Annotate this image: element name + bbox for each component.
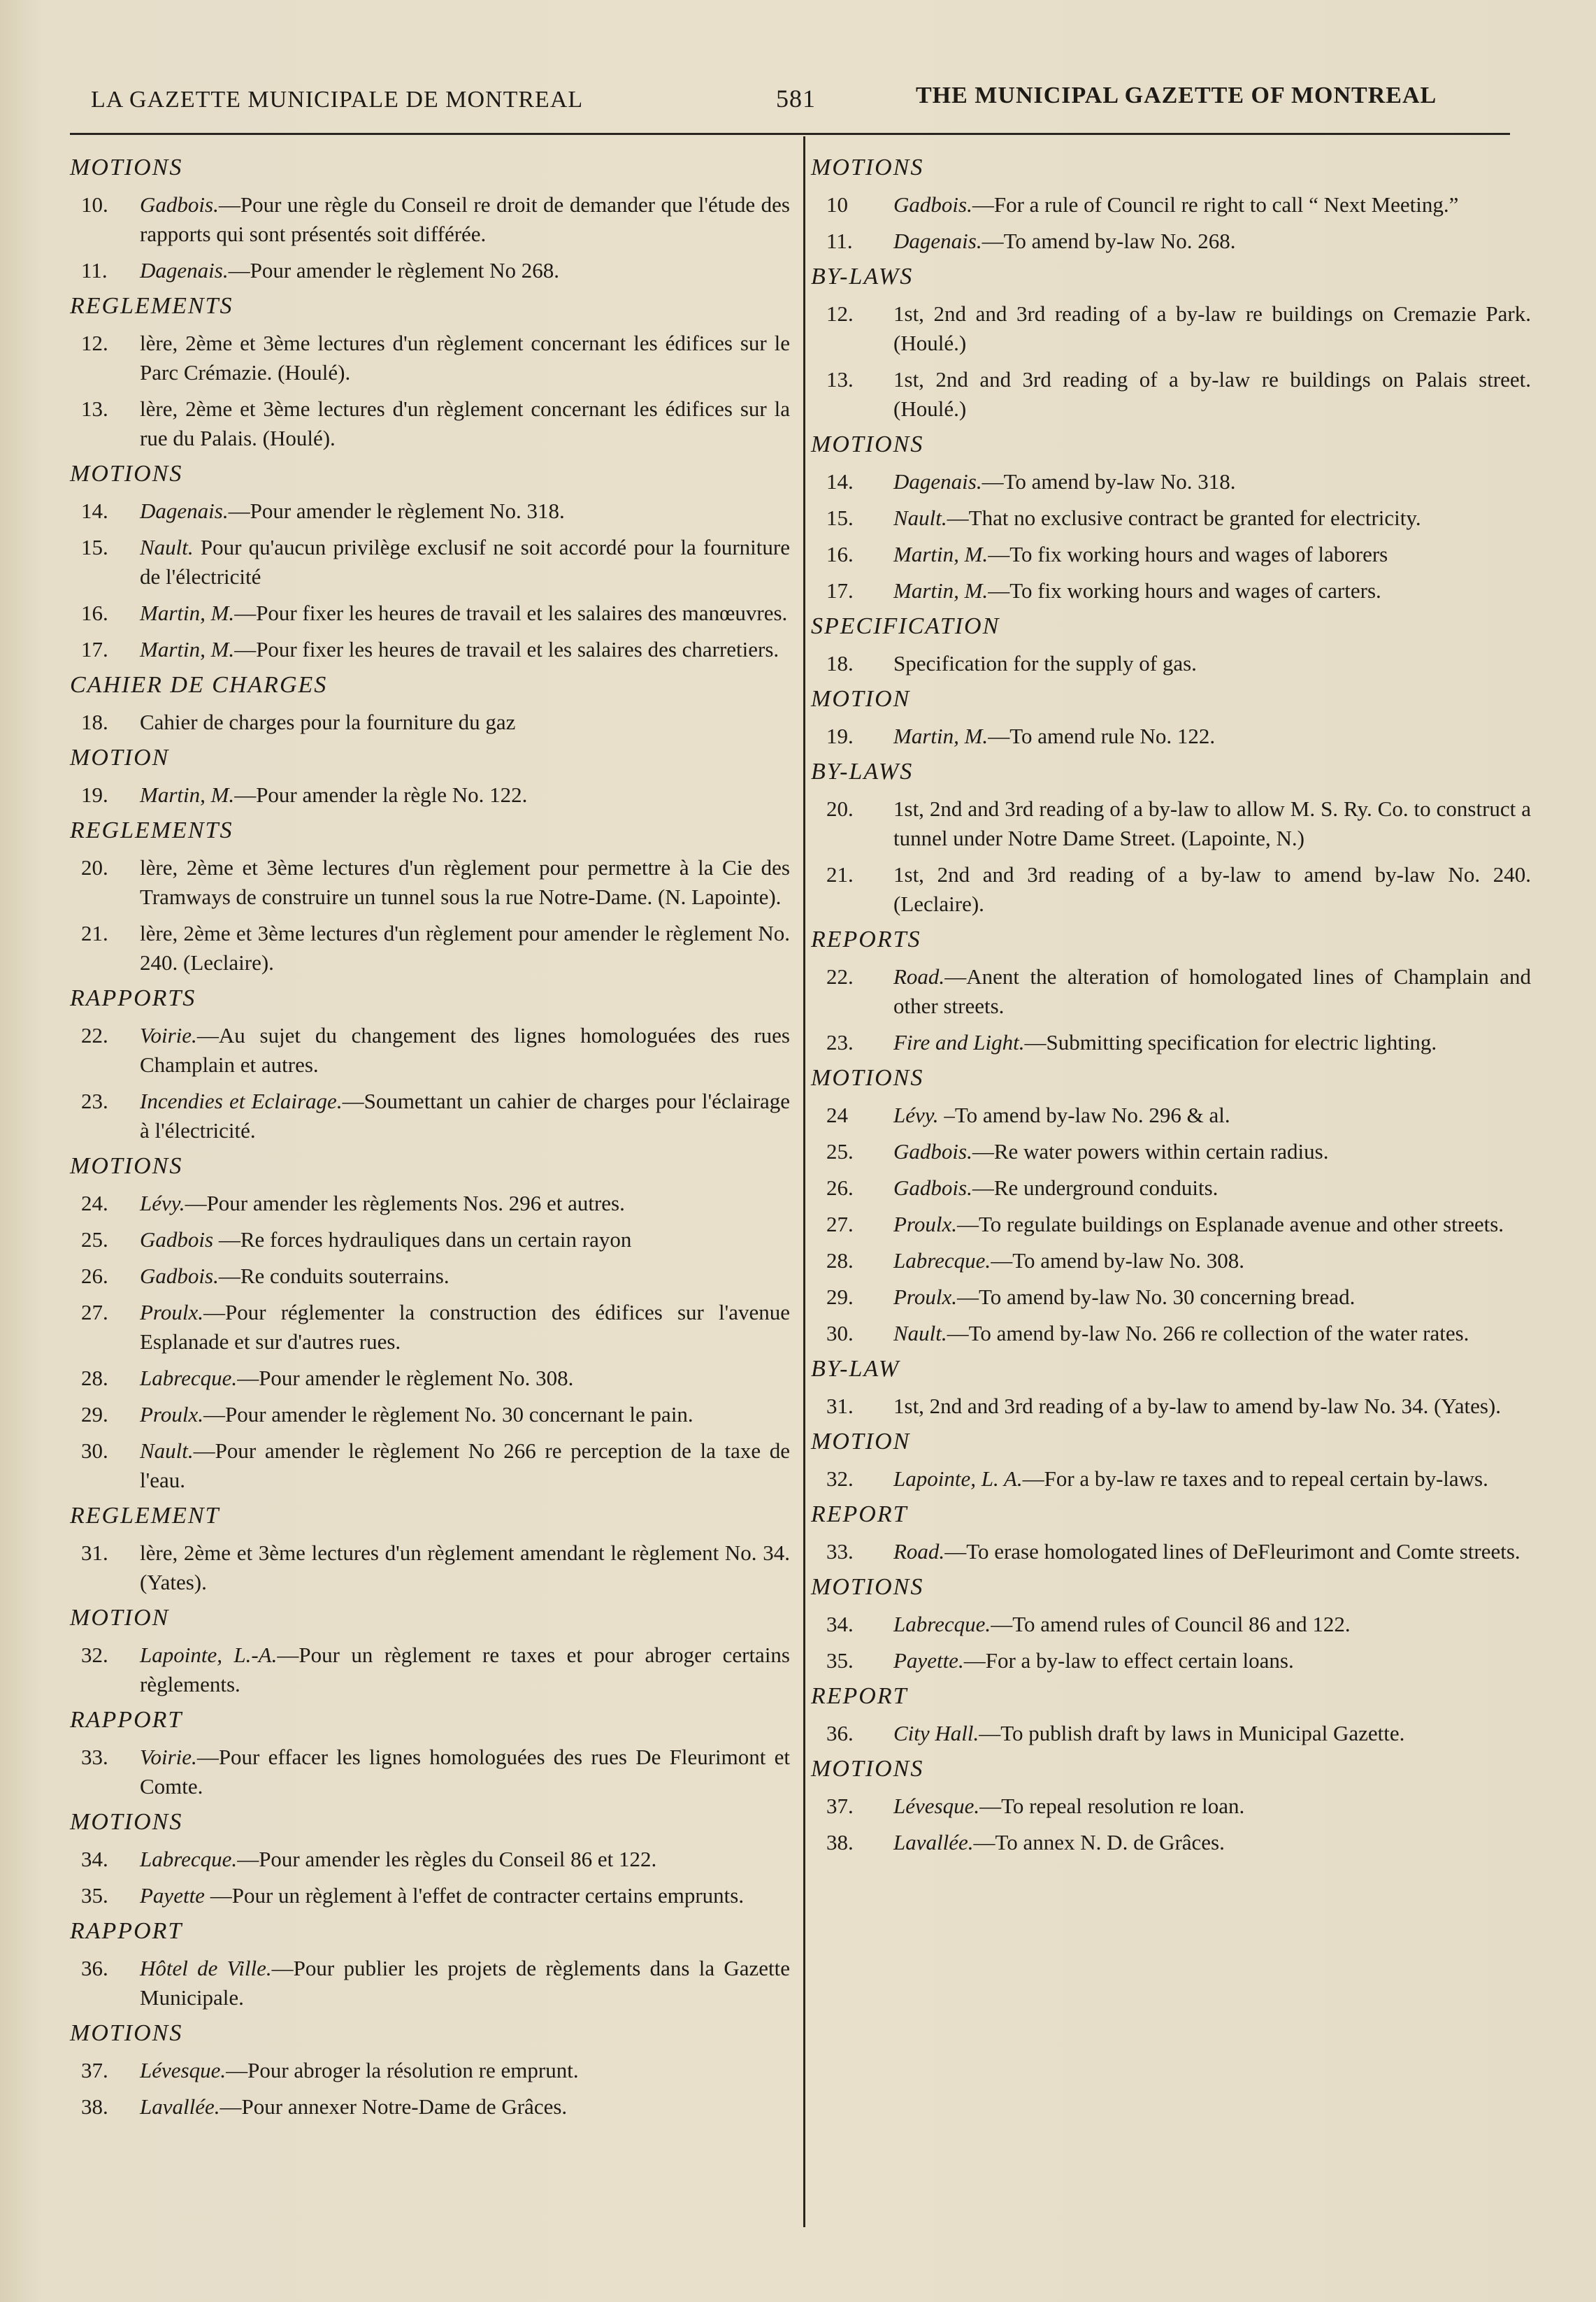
- agenda-item: [70, 256, 790, 285]
- item-mover: Lavallée.: [140, 2094, 220, 2119]
- item-number: 18.: [826, 651, 854, 675]
- item-mover: Road.: [893, 964, 945, 989]
- section-heading: CAHIER DE CHARGES: [70, 672, 328, 698]
- agenda-item: [70, 329, 790, 387]
- item-text: —Pour amender le règlement No 268.: [228, 258, 560, 283]
- item-number: 15.: [81, 535, 108, 559]
- item-number: 21.: [826, 862, 854, 887]
- item-number: 29.: [826, 1285, 854, 1309]
- section-heading: REGLEMENT: [70, 1503, 220, 1529]
- item-number: 17.: [81, 637, 108, 662]
- item-mover: Nault.: [140, 1438, 194, 1463]
- page-header: [91, 78, 1503, 127]
- item-text: —Pour une règle du Conseil re droit de demander que l'étude des rapports qui sont présentés soit différée.: [140, 192, 790, 246]
- item-number: 25.: [826, 1139, 854, 1164]
- item-text: —For a by-law re taxes and to repeal certain by-laws.: [1022, 1466, 1488, 1491]
- item-text: —To amend by-law No. 318.: [982, 469, 1236, 494]
- agenda-item: [70, 1743, 790, 1801]
- agenda-item: [811, 649, 1531, 678]
- item-text: —Pour annexer Notre-Dame de Grâces.: [220, 2094, 568, 2119]
- agenda-item: [811, 1392, 1531, 1421]
- agenda-item: [811, 722, 1531, 751]
- item-number: 11.: [81, 258, 108, 283]
- item-number: 27.: [81, 1300, 108, 1324]
- agenda-item: [811, 1792, 1531, 1821]
- english-column: [811, 147, 1531, 1864]
- section-heading: MOTIONS: [811, 155, 924, 180]
- item-text: —Pour amender la règle No. 122.: [234, 782, 528, 807]
- item-mover: Lévy.: [140, 1191, 185, 1215]
- item-number: 20.: [826, 796, 854, 821]
- item-text: 1st, 2nd and 3rd reading of a by-law re buildings on Palais street. (Houlé.): [893, 367, 1531, 421]
- item-mover: Payette.: [893, 1648, 964, 1673]
- header-french-title: LA GAZETTE MUNICIPALE DE MONTREAL: [91, 87, 584, 113]
- section-heading: MOTION: [70, 1605, 170, 1631]
- item-text: lère, 2ème et 3ème lectures d'un règlement amendant le règlement No. 34. (Yates).: [140, 1540, 790, 1594]
- item-mover: Hôtel de Ville.: [140, 1956, 272, 1980]
- item-number: 30.: [826, 1321, 854, 1345]
- agenda-item: [811, 1464, 1531, 1494]
- section-heading: MOTIONS: [811, 431, 924, 457]
- item-number: 13.: [81, 396, 108, 421]
- agenda-item: [70, 1400, 790, 1429]
- item-number: 33.: [826, 1539, 854, 1564]
- agenda-item: [70, 635, 790, 664]
- item-mover: Lapointe, L.-A.: [140, 1643, 278, 1667]
- agenda-item: [811, 503, 1531, 533]
- item-mover: Gadbois: [140, 1227, 214, 1252]
- item-number: 26.: [826, 1175, 854, 1200]
- item-mover: Proulx.: [893, 1285, 957, 1309]
- agenda-item: [811, 576, 1531, 606]
- agenda-item: [70, 1364, 790, 1393]
- agenda-item: [811, 190, 1531, 220]
- item-text: —To publish draft by laws in Municipal Gazette.: [979, 1721, 1405, 1745]
- item-number: 16.: [81, 601, 108, 625]
- item-text: lère, 2ème et 3ème lectures d'un règlement pour amender le règlement No. 240. (Leclaire).: [140, 921, 790, 975]
- section-heading: MOTIONS: [70, 1153, 183, 1179]
- item-number: 11.: [826, 229, 853, 253]
- item-mover: Lavallée.: [893, 1830, 974, 1854]
- item-number: 30.: [81, 1438, 108, 1463]
- item-mover: Martin, M.: [893, 578, 988, 603]
- item-text: —Re water powers within certain radius.: [972, 1139, 1329, 1164]
- agenda-item: [811, 860, 1531, 919]
- agenda-item: [70, 1021, 790, 1080]
- item-mover: Lévesque.: [893, 1794, 980, 1818]
- page-number: 581: [776, 85, 816, 113]
- item-number: 10.: [81, 192, 108, 217]
- agenda-item: [811, 1719, 1531, 1748]
- section-heading: MOTIONS: [811, 1065, 924, 1091]
- agenda-item: [811, 540, 1531, 569]
- item-text: —Pour amender les règles du Conseil 86 et 122.: [237, 1847, 657, 1871]
- agenda-item: [70, 853, 790, 912]
- agenda-item: [811, 299, 1531, 358]
- item-mover: Martin, M.: [893, 724, 988, 748]
- section-heading: MOTION: [811, 1429, 911, 1454]
- item-number: 12.: [826, 301, 854, 326]
- item-number: 33.: [81, 1745, 108, 1769]
- item-mover: Incendies et Eclairage.: [140, 1089, 343, 1113]
- item-text: 1st, 2nd and 3rd reading of a by-law re buildings on Cremazie Park. (Houlé.): [893, 301, 1531, 355]
- item-number: 32.: [826, 1466, 854, 1491]
- item-number: 32.: [81, 1643, 108, 1667]
- column-divider: [803, 136, 805, 2227]
- item-text: —Pour effacer les lignes homologuées des rues De Fleurimont et Comte.: [140, 1745, 790, 1799]
- section-heading: MOTIONS: [70, 1809, 183, 1835]
- item-text: lère, 2ème et 3ème lectures d'un règlement concernant les édifices sur la rue du Palais. (Houlé).: [140, 396, 790, 450]
- item-number: 23.: [826, 1030, 854, 1055]
- item-text: —Pour abroger la résolution re emprunt.: [226, 2058, 579, 2082]
- agenda-item: [70, 1954, 790, 2013]
- item-text: Pour qu'aucun privilège exclusif ne soit accordé pour la fourniture de l'électricité: [140, 535, 790, 589]
- item-mover: Labrecque.: [140, 1847, 238, 1871]
- agenda-item: [70, 708, 790, 737]
- item-text: —Re underground conduits.: [972, 1175, 1218, 1200]
- item-text: —To amend by-law No. 266 re collection of the water rates.: [947, 1321, 1469, 1345]
- agenda-item: [70, 1298, 790, 1357]
- agenda-item: [811, 1537, 1531, 1566]
- agenda-item: [811, 1137, 1531, 1166]
- item-mover: Gadbois.: [140, 192, 219, 217]
- agenda-item: [811, 227, 1531, 256]
- section-heading: BY-LAW: [811, 1356, 900, 1382]
- agenda-item: [811, 1028, 1531, 1057]
- item-number: 19.: [826, 724, 854, 748]
- item-number: 31.: [81, 1540, 108, 1565]
- agenda-item: [70, 1538, 790, 1597]
- item-number: 14.: [81, 499, 108, 523]
- item-mover: Nault.: [893, 506, 947, 530]
- item-mover: Martin, M.: [893, 542, 988, 566]
- item-text: —To amend by-law No. 308.: [991, 1248, 1245, 1273]
- item-number: 18.: [81, 710, 108, 734]
- agenda-item: [811, 1210, 1531, 1239]
- item-number: 14.: [826, 469, 854, 494]
- agenda-item: [70, 1261, 790, 1291]
- agenda-item: [811, 1101, 1531, 1130]
- agenda-item: [70, 1881, 790, 1910]
- item-text: —Pour un règlement re taxes et pour abroger certains règlements.: [140, 1643, 790, 1696]
- agenda-item: [70, 1189, 790, 1218]
- agenda-item: [811, 1173, 1531, 1203]
- section-heading: BY-LAWS: [811, 264, 914, 289]
- item-text: —Pour un règlement à l'effet de contracter certains emprunts.: [204, 1883, 745, 1908]
- section-heading: REPORT: [811, 1501, 908, 1527]
- item-mover: Nault.: [140, 535, 194, 559]
- item-text: —To fix working hours and wages of carters.: [988, 578, 1381, 603]
- section-heading: REPORT: [811, 1683, 908, 1709]
- item-number: 16.: [826, 542, 854, 566]
- item-text: —That no exclusive contract be granted for electricity.: [947, 506, 1421, 530]
- item-number: 19.: [81, 782, 108, 807]
- item-text: —For a by-law to effect certain loans.: [963, 1648, 1294, 1673]
- item-number: 24: [826, 1103, 848, 1127]
- item-mover: Road.: [893, 1539, 945, 1564]
- item-mover: Proulx.: [893, 1212, 957, 1236]
- item-number: 35.: [826, 1648, 854, 1673]
- agenda-item: [70, 1640, 790, 1699]
- item-text: —Pour amender les règlements Nos. 296 et autres.: [185, 1191, 625, 1215]
- item-number: 38.: [81, 2094, 108, 2119]
- item-text: —To repeal resolution re loan.: [979, 1794, 1245, 1818]
- item-mover: Gadbois.: [140, 1264, 219, 1288]
- item-number: 31.: [826, 1394, 854, 1418]
- section-heading: MOTIONS: [70, 155, 183, 180]
- item-number: 22.: [81, 1023, 108, 1048]
- item-number: 26.: [81, 1264, 108, 1288]
- section-heading: RAPPORT: [70, 1918, 183, 1944]
- agenda-item: [811, 1646, 1531, 1675]
- item-text: —To amend by-law No. 30 concerning bread.: [956, 1285, 1356, 1309]
- item-text: —Pour publier les projets de règlements dans la Gazette Municipale.: [140, 1956, 790, 2010]
- item-mover: Lévesque.: [140, 2058, 227, 2082]
- agenda-item: [811, 1282, 1531, 1312]
- section-heading: MOTIONS: [811, 1756, 924, 1782]
- item-mover: Proulx.: [140, 1300, 203, 1324]
- item-text: —Pour amender le règlement No. 30 concernant le pain.: [203, 1402, 693, 1427]
- item-mover: Lapointe, L. A.: [893, 1466, 1023, 1491]
- item-text: —Pour fixer les heures de travail et les salaires des manœuvres.: [234, 601, 788, 625]
- item-mover: Gadbois.: [893, 1139, 972, 1164]
- agenda-item: [811, 1828, 1531, 1857]
- item-mover: City Hall.: [893, 1721, 979, 1745]
- agenda-item: [70, 780, 790, 810]
- item-number: 13.: [826, 367, 854, 392]
- item-text: —To amend by-law No. 268.: [982, 229, 1236, 253]
- item-number: 20.: [81, 855, 108, 880]
- agenda-item: [70, 919, 790, 978]
- item-number: 34.: [826, 1612, 854, 1636]
- agenda-item: [811, 794, 1531, 853]
- item-mover: Dagenais.: [893, 469, 982, 494]
- french-column: [70, 147, 790, 2129]
- item-number: 10: [826, 192, 848, 217]
- section-heading: SPECIFICATION: [811, 613, 1000, 639]
- item-number: 17.: [826, 578, 854, 603]
- item-text: —Soumettant un cahier de charges pour l'éclairage à l'électricité.: [140, 1089, 790, 1143]
- agenda-item: [70, 1087, 790, 1145]
- item-mover: Voirie.: [140, 1745, 197, 1769]
- item-text: —To amend rules of Council 86 and 122.: [991, 1612, 1351, 1636]
- item-text: 1st, 2nd and 3rd reading of a by-law to amend by-law No. 240. (Leclaire).: [893, 862, 1531, 916]
- item-text: —Re conduits souterrains.: [218, 1264, 450, 1288]
- item-text: lère, 2ème et 3ème lectures d'un règlement pour permettre à la Cie des Tramways de construire un tunnel sous la rue Notre-Dame. (N. Lapointe).: [140, 855, 790, 909]
- item-number: 27.: [826, 1212, 854, 1236]
- agenda-item: [70, 599, 790, 628]
- item-text: —Pour amender le règlement No. 308.: [237, 1366, 574, 1390]
- agenda-item: [811, 365, 1531, 424]
- section-heading: MOTIONS: [811, 1574, 924, 1600]
- item-number: 34.: [81, 1847, 108, 1871]
- item-number: 28.: [826, 1248, 854, 1273]
- header-rule: [70, 133, 1510, 135]
- item-text: —Pour fixer les heures de travail et les salaires des charretiers.: [234, 637, 779, 662]
- item-mover: Proulx.: [140, 1402, 203, 1427]
- agenda-item: [811, 1246, 1531, 1275]
- section-heading: RAPPORT: [70, 1707, 183, 1733]
- item-text: —To fix working hours and wages of laborers: [988, 542, 1388, 566]
- item-text: —To regulate buildings on Esplanade avenue and other streets.: [956, 1212, 1504, 1236]
- item-text: —Au sujet du changement des lignes homologuées des rues Champlain et autres.: [140, 1023, 790, 1077]
- item-number: 37.: [826, 1794, 854, 1818]
- item-text: —To annex N. D. de Grâces.: [973, 1830, 1225, 1854]
- section-heading: MOTIONS: [70, 461, 183, 487]
- section-heading: BY-LAWS: [811, 759, 914, 785]
- item-mover: Martin, M.: [140, 782, 235, 807]
- item-text: lère, 2ème et 3ème lectures d'un règlement concernant les édifices sur le Parc Crémazie. (Houlé).: [140, 331, 790, 385]
- item-text: —Pour amender le règlement No. 318.: [228, 499, 565, 523]
- item-text: —To amend rule No. 122.: [988, 724, 1216, 748]
- item-mover: Martin, M.: [140, 601, 235, 625]
- item-text: —Re forces hydrauliques dans un certain rayon: [213, 1227, 632, 1252]
- item-mover: Gadbois.: [893, 192, 972, 217]
- item-mover: Fire and Light.: [893, 1030, 1025, 1055]
- item-mover: Dagenais.: [893, 229, 982, 253]
- item-text: —Anent the alteration of homologated lines of Champlain and other streets.: [893, 964, 1531, 1018]
- agenda-item: [811, 467, 1531, 496]
- item-number: 35.: [81, 1883, 108, 1908]
- section-heading: RAPPORTS: [70, 985, 196, 1011]
- item-text: 1st, 2nd and 3rd reading of a by-law to allow M. S. Ry. Co. to construct a tunnel under Notre Dame Street. (Lapointe, N.): [893, 796, 1531, 850]
- item-number: 22.: [826, 964, 854, 989]
- item-number: 38.: [826, 1830, 854, 1854]
- item-number: 25.: [81, 1227, 108, 1252]
- item-text: —To erase homologated lines of DeFleurimont and Comte streets.: [944, 1539, 1520, 1564]
- item-number: 36.: [826, 1721, 854, 1745]
- section-heading: REGLEMENTS: [70, 293, 233, 319]
- agenda-item: [70, 190, 790, 249]
- item-number: 36.: [81, 1956, 108, 1980]
- section-heading: MOTION: [811, 686, 911, 712]
- agenda-item: [70, 394, 790, 453]
- agenda-item: [70, 2056, 790, 2085]
- item-number: 23.: [81, 1089, 108, 1113]
- section-heading: MOTIONS: [70, 2020, 183, 2046]
- item-text: —Pour réglementer la construction des édifices sur l'avenue Esplanade et sur d'autres rues.: [140, 1300, 790, 1354]
- item-mover: Labrecque.: [893, 1612, 991, 1636]
- section-heading: REPORTS: [811, 927, 921, 952]
- item-mover: Martin, M.: [140, 637, 235, 662]
- agenda-item: [70, 533, 790, 592]
- item-text: —For a rule of Council re right to call “ Next Meeting.”: [972, 192, 1459, 217]
- item-number: 12.: [81, 331, 108, 355]
- item-mover: Labrecque.: [893, 1248, 991, 1273]
- agenda-item: [811, 1610, 1531, 1639]
- section-heading: REGLEMENTS: [70, 817, 233, 843]
- section-heading: MOTION: [70, 745, 170, 771]
- item-mover: Gadbois.: [893, 1175, 972, 1200]
- agenda-item: [70, 2092, 790, 2122]
- agenda-item: [70, 1225, 790, 1254]
- item-mover: Nault.: [893, 1321, 947, 1345]
- item-number: 29.: [81, 1402, 108, 1427]
- item-number: 15.: [826, 506, 854, 530]
- item-number: 24.: [81, 1191, 108, 1215]
- header-english-title: THE MUNICIPAL GAZETTE OF MONTREAL: [916, 83, 1437, 108]
- item-text: 1st, 2nd and 3rd reading of a by-law to amend by-law No. 34. (Yates).: [893, 1394, 1501, 1418]
- item-mover: Dagenais.: [140, 258, 229, 283]
- agenda-item: [70, 1436, 790, 1495]
- item-text: —Pour amender le règlement No 266 re perception de la taxe de l'eau.: [140, 1438, 790, 1492]
- item-mover: Voirie.: [140, 1023, 197, 1048]
- item-number: 21.: [81, 921, 108, 945]
- item-mover: Labrecque.: [140, 1366, 238, 1390]
- item-mover: Dagenais.: [140, 499, 229, 523]
- agenda-item: [811, 1319, 1531, 1348]
- item-mover: Lévy.: [893, 1103, 939, 1127]
- item-text: Specification for the supply of gas.: [893, 651, 1197, 675]
- agenda-item: [70, 1845, 790, 1874]
- item-text: —Submitting specification for electric lighting.: [1024, 1030, 1437, 1055]
- agenda-item: [811, 962, 1531, 1021]
- item-number: 28.: [81, 1366, 108, 1390]
- item-mover: Payette: [140, 1883, 205, 1908]
- item-text: –To amend by-law No. 296 & al.: [938, 1103, 1230, 1127]
- item-text: Cahier de charges pour la fourniture du gaz: [140, 710, 516, 734]
- item-number: 37.: [81, 2058, 108, 2082]
- agenda-item: [70, 496, 790, 526]
